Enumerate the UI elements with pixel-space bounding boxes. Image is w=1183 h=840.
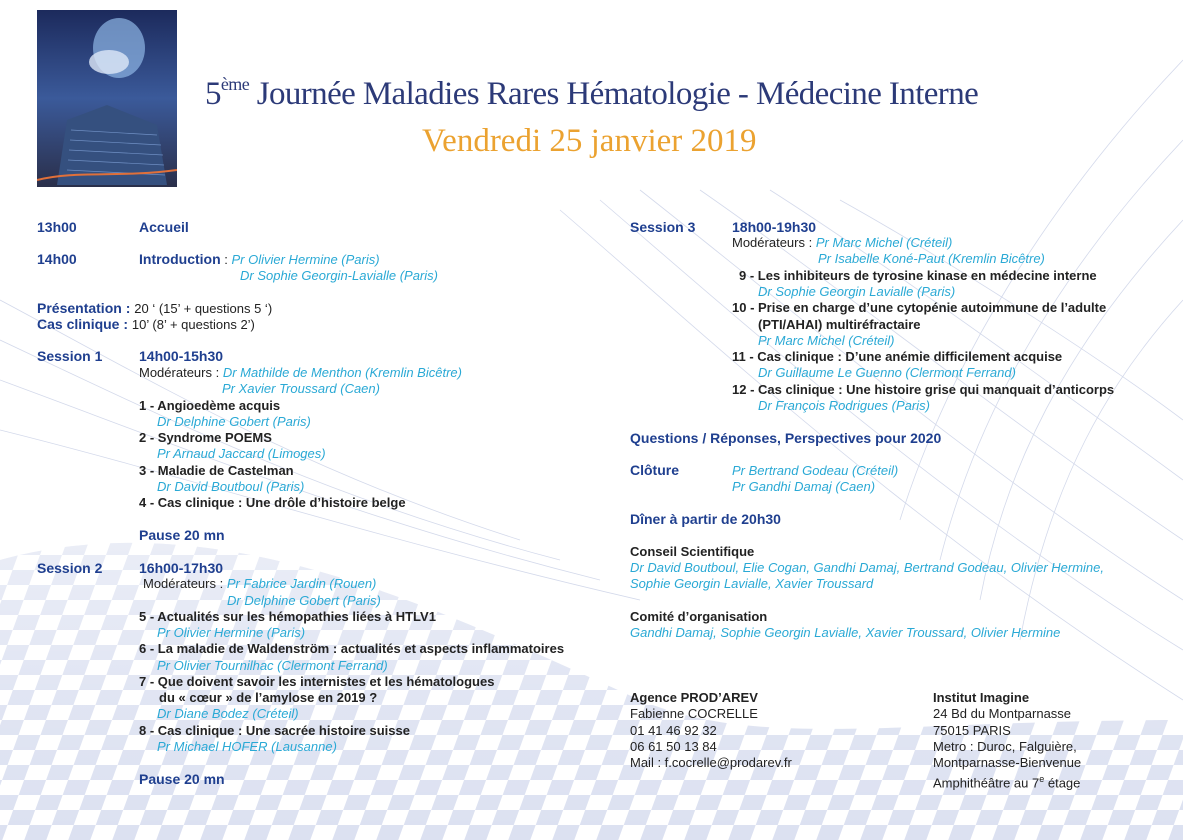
institute-room: Amphithéâtre au 7e étage [933,774,1081,791]
event-title: 5ème Journée Maladies Rares Hématologie - Médecine Interne [205,74,979,112]
talk-10-title-line-1: 10 - Prise en charge d’une cytopénie autoimmune de l’adulte [732,300,1107,315]
talk-3-speaker: Dr David Boutboul (Paris) [157,479,305,494]
talk-2-title: 2 - Syndrome POEMS [139,430,272,445]
session-3-time: 18h00-19h30 [732,219,817,235]
header-photo [37,10,177,187]
institute-address-1: 24 Bd du Montparnasse [933,706,1072,721]
closing-speaker-1: Pr Bertrand Godeau (Créteil) [732,463,899,478]
organizing-committee-title: Comité d’organisation [630,609,768,624]
closing-label: Clôture [630,462,679,478]
talk-12-speaker: Dr François Rodrigues (Paris) [758,398,930,413]
accueil-label: Accueil [139,219,189,235]
session-1-label: Session 1 [37,348,103,364]
agency-phone-2: 06 61 50 13 84 [630,739,717,754]
talk-5-speaker: Pr Olivier Hermine (Paris) [157,625,306,640]
session-2-moderators: Modérateurs : Pr Fabrice Jardin (Rouen) [143,576,377,591]
introduction-row: Introduction : Pr Olivier Hermine (Paris) [139,251,380,267]
introduction-speaker-2: Dr Sophie Georgin-Lavialle (Paris) [240,268,438,283]
talk-8-title: 8 - Cas clinique : Une sacrée histoire suisse [139,723,410,738]
scientific-committee-line-1: Dr David Boutboul, Elie Cogan, Gandhi Damaj, Bertrand Godeau, Olivier Hermine, [630,560,1105,575]
pause-2: Pause 20 mn [139,771,225,787]
talk-9-title: 9 - Les inhibiteurs de tyrosine kinase en médecine interne [739,268,1097,283]
session-2-time: 16h00-17h30 [139,560,224,576]
institute-name: Institut Imagine [933,690,1030,705]
time-1400: 14h00 [37,251,77,267]
agency-name: Agence PROD’AREV [630,690,758,705]
institute-metro-1: Metro : Duroc, Falguière, [933,739,1077,754]
talk-10-speaker: Pr Marc Michel (Créteil) [758,333,895,348]
session-2-label: Session 2 [37,560,103,576]
talk-12-title: 12 - Cas clinique : Une histoire grise qui manquait d’anticorps [732,382,1115,397]
session-1-time: 14h00-15h30 [139,348,224,364]
agency-phone-1: 01 41 46 92 32 [630,723,717,738]
talk-1-title: 1 - Angioedème acquis [139,398,281,413]
talk-5-title: 5 - Actualités sur les hémopathies liées à HTLV1 [139,609,436,624]
talk-1-speaker: Dr Delphine Gobert (Paris) [157,414,311,429]
talk-10-title-line-2: (PTI/AHAI) multiréfractaire [758,317,921,332]
institute-address-2: 75015 PARIS [933,723,1011,738]
talk-7-speaker: Dr Diane Bodez (Créteil) [157,706,299,721]
talk-6-title: 6 - La maladie de Waldenström : actualités et aspects inflammatoires [139,641,565,656]
talk-4-title: 4 - Cas clinique : Une drôle d’histoire belge [139,495,406,510]
talk-11-title: 11 - Cas clinique : D’une anémie difficilement acquise [732,349,1063,364]
talk-8-speaker: Pr Michael HOFER (Lausanne) [157,739,337,754]
talk-9-speaker: Dr Sophie Georgin Lavialle (Paris) [758,284,956,299]
questions-heading: Questions / Réponses, Perspectives pour 2020 [630,430,942,446]
presentation-format: Présentation : 20 ‘ (15’ + questions 5 ‘) [37,300,273,316]
talk-7-title-line-1: 7 - Que doivent savoir les internistes et les hématologues [139,674,495,689]
talk-7-title-line-2: du « cœur » de l’amylose en 2019 ? [159,690,378,705]
institute-metro-2: Montparnasse-Bienvenue [933,755,1082,770]
clinical-case-format: Cas clinique : 10’ (8’ + questions 2’) [37,316,255,332]
session-3-moderators: Modérateurs : Pr Marc Michel (Créteil) [732,235,953,250]
session-1-moderators: Modérateurs : Dr Mathilde de Menthon (Kremlin Bicêtre) [139,365,462,380]
agency-mail[interactable]: Mail : f.cocrelle@prodarev.fr [630,755,792,770]
talk-6-speaker: Pr Olivier Tournilhac (Clermont Ferrand) [157,658,388,673]
talk-3-title: 3 - Maladie de Castelman [139,463,294,478]
session-1-moderator-2: Pr Xavier Troussard (Caen) [222,381,380,396]
scientific-committee-line-2: Sophie Georgin Lavialle, Xavier Troussard [630,576,874,591]
event-date: Vendredi 25 janvier 2019 [422,123,757,159]
dinner-label: Dîner à partir de 20h30 [630,511,781,527]
organizing-committee-members: Gandhi Damaj, Sophie Georgin Lavialle, Xavier Troussard, Olivier Hermine [630,625,1061,640]
session-3-moderator-2: Pr Isabelle Koné-Paut (Kremlin Bicêtre) [818,251,1045,266]
pause-1: Pause 20 mn [139,527,225,543]
closing-speaker-2: Pr Gandhi Damaj (Caen) [732,479,876,494]
session-3-label: Session 3 [630,219,696,235]
talk-2-speaker: Pr Arnaud Jaccard (Limoges) [157,446,326,461]
session-2-moderator-2: Dr Delphine Gobert (Paris) [227,593,381,608]
scientific-committee-title: Conseil Scientifique [630,544,755,559]
time-1300: 13h00 [37,219,77,235]
agency-contact: Fabienne COCRELLE [630,706,758,721]
talk-11-speaker: Dr Guillaume Le Guenno (Clermont Ferrand) [758,365,1016,380]
